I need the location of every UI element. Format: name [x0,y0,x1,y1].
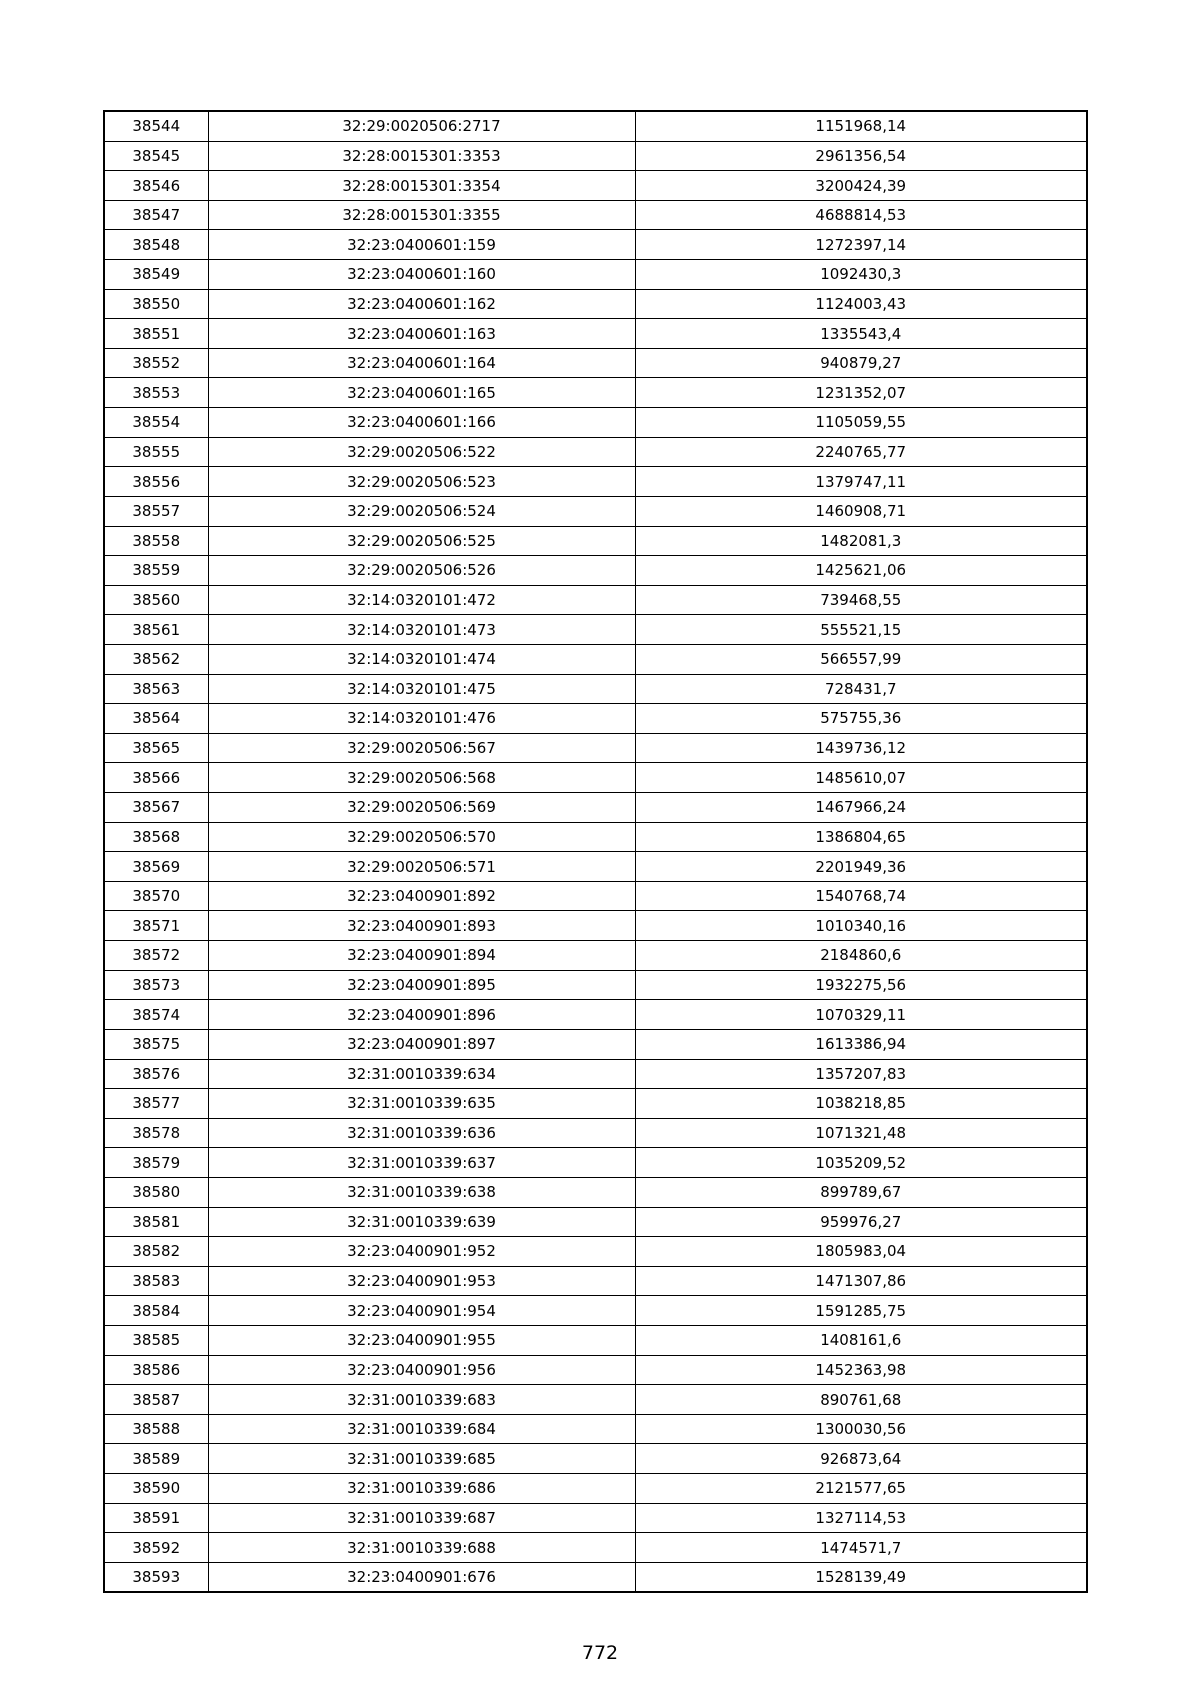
cadastral-value-cell: 890761,68 [635,1385,1087,1415]
row-number-cell: 38566 [104,763,208,793]
cadastral-number-cell: 32:23:0400901:892 [208,881,635,911]
cadastral-value-cell: 1357207,83 [635,1059,1087,1089]
table-row [104,1000,1087,1030]
table-row [104,822,1087,852]
table-row [104,1533,1087,1563]
cadastral-value-cell: 1482081,3 [635,526,1087,556]
cadastral-number-cell: 32:31:0010339:639 [208,1207,635,1237]
table-row [104,556,1087,586]
cadastral-value-cell: 2121577,65 [635,1474,1087,1504]
table-row [104,437,1087,467]
row-number-cell: 38577 [104,1089,208,1119]
cadastral-number-cell: 32:14:0320101:474 [208,644,635,674]
row-number-cell: 38578 [104,1118,208,1148]
table-row [104,615,1087,645]
cadastral-number-cell: 32:14:0320101:475 [208,674,635,704]
cadastral-number-cell: 32:29:0020506:570 [208,822,635,852]
row-number-cell: 38558 [104,526,208,556]
cadastral-value-cell: 1474571,7 [635,1533,1087,1563]
cadastral-number-cell: 32:14:0320101:472 [208,585,635,615]
cadastral-number-cell: 32:31:0010339:637 [208,1148,635,1178]
row-number-cell: 38580 [104,1177,208,1207]
row-number-cell: 38575 [104,1029,208,1059]
table-row [104,733,1087,763]
table-row [104,1296,1087,1326]
cadastral-value-cell: 575755,36 [635,704,1087,734]
cadastral-number-cell: 32:31:0010339:688 [208,1533,635,1563]
row-number-cell: 38593 [104,1562,208,1592]
table-row [104,1148,1087,1178]
table-row [104,1089,1087,1119]
cadastral-value-cell: 899789,67 [635,1177,1087,1207]
cadastral-number-cell: 32:29:0020506:2717 [208,111,635,141]
cadastral-number-cell: 32:23:0400601:160 [208,260,635,290]
page-number: 772 [581,1642,619,1664]
table-row [104,1177,1087,1207]
row-number-cell: 38588 [104,1414,208,1444]
cadastral-number-cell: 32:23:0400901:956 [208,1355,635,1385]
cadastral-value-cell: 739468,55 [635,585,1087,615]
table-row [104,1444,1087,1474]
cadastral-value-cell: 1071321,48 [635,1118,1087,1148]
row-number-cell: 38572 [104,941,208,971]
row-number-cell: 38560 [104,585,208,615]
cadastral-number-cell: 32:29:0020506:567 [208,733,635,763]
row-number-cell: 38570 [104,881,208,911]
table-row [104,941,1087,971]
cadastral-number-cell: 32:28:0015301:3353 [208,141,635,171]
cadastral-number-cell: 32:29:0020506:524 [208,496,635,526]
cadastral-number-cell: 32:23:0400901:955 [208,1325,635,1355]
cadastral-value-cell: 1379747,11 [635,467,1087,497]
cadastral-value-cell: 555521,15 [635,615,1087,645]
table-row [104,1562,1087,1592]
cadastral-number-cell: 32:31:0010339:686 [208,1474,635,1504]
cadastral-value-cell: 1540768,74 [635,881,1087,911]
row-number-cell: 38556 [104,467,208,497]
cadastral-value-cell: 1035209,52 [635,1148,1087,1178]
table-row [104,200,1087,230]
row-number-cell: 38569 [104,852,208,882]
cadastral-value-cell: 1408161,6 [635,1325,1087,1355]
cadastral-value-cell: 1010340,16 [635,911,1087,941]
cadastral-value-cell: 2961356,54 [635,141,1087,171]
table-row [104,911,1087,941]
row-number-cell: 38563 [104,674,208,704]
cadastral-number-cell: 32:31:0010339:685 [208,1444,635,1474]
cadastral-number-cell: 32:23:0400601:159 [208,230,635,260]
cadastral-value-cell: 1105059,55 [635,408,1087,438]
table-row [104,1414,1087,1444]
row-number-cell: 38554 [104,408,208,438]
cadastral-number-cell: 32:31:0010339:687 [208,1503,635,1533]
row-number-cell: 38591 [104,1503,208,1533]
row-number-cell: 38590 [104,1474,208,1504]
row-number-cell: 38562 [104,644,208,674]
cadastral-value-cell: 1805983,04 [635,1237,1087,1267]
row-number-cell: 38589 [104,1444,208,1474]
cadastral-number-cell: 32:23:0400601:166 [208,408,635,438]
cadastral-number-cell: 32:29:0020506:568 [208,763,635,793]
row-number-cell: 38573 [104,970,208,1000]
table-row [104,1503,1087,1533]
cadastral-number-cell: 32:23:0400601:164 [208,348,635,378]
cadastral-number-cell: 32:23:0400901:952 [208,1237,635,1267]
row-number-cell: 38571 [104,911,208,941]
row-number-cell: 38587 [104,1385,208,1415]
cadastral-value-cell: 1124003,43 [635,289,1087,319]
table-row [104,260,1087,290]
cadastral-value-cell: 1151968,14 [635,111,1087,141]
cadastral-number-cell: 32:23:0400601:163 [208,319,635,349]
row-number-cell: 38592 [104,1533,208,1563]
cadastral-number-cell: 32:31:0010339:634 [208,1059,635,1089]
cadastral-value-cell: 1070329,11 [635,1000,1087,1030]
cadastral-value-cell: 566557,99 [635,644,1087,674]
table-row [104,230,1087,260]
row-number-cell: 38561 [104,615,208,645]
row-number-cell: 38549 [104,260,208,290]
row-number-cell: 38545 [104,141,208,171]
cadastral-number-cell: 32:28:0015301:3354 [208,171,635,201]
cadastral-number-cell: 32:23:0400901:893 [208,911,635,941]
table-row [104,289,1087,319]
table-row [104,1059,1087,1089]
cadastral-number-cell: 32:14:0320101:476 [208,704,635,734]
cadastral-value-cell: 1591285,75 [635,1296,1087,1326]
row-number-cell: 38567 [104,793,208,823]
cadastral-value-cell: 959976,27 [635,1207,1087,1237]
cadastral-value-cell: 1467966,24 [635,793,1087,823]
row-number-cell: 38552 [104,348,208,378]
row-number-cell: 38565 [104,733,208,763]
cadastral-number-cell: 32:28:0015301:3355 [208,200,635,230]
row-number-cell: 38568 [104,822,208,852]
table-row [104,763,1087,793]
table-row [104,1029,1087,1059]
cadastral-value-cell: 1335543,4 [635,319,1087,349]
table-row [104,496,1087,526]
row-number-cell: 38574 [104,1000,208,1030]
cadastral-value-cell: 3200424,39 [635,171,1087,201]
row-number-cell: 38550 [104,289,208,319]
cadastral-number-cell: 32:29:0020506:569 [208,793,635,823]
table-row [104,141,1087,171]
cadastral-value-cell: 1300030,56 [635,1414,1087,1444]
row-number-cell: 38559 [104,556,208,586]
table-row [104,1355,1087,1385]
cadastral-value-cell: 1231352,07 [635,378,1087,408]
table-row [104,1325,1087,1355]
row-number-cell: 38546 [104,171,208,201]
cadastral-number-cell: 32:29:0020506:526 [208,556,635,586]
cadastral-value-cell: 926873,64 [635,1444,1087,1474]
cadastral-number-cell: 32:31:0010339:636 [208,1118,635,1148]
table-row [104,881,1087,911]
table-body [104,111,1087,1592]
cadastral-number-cell: 32:23:0400901:954 [208,1296,635,1326]
cadastral-value-cell: 1092430,3 [635,260,1087,290]
row-number-cell: 38557 [104,496,208,526]
table-row [104,793,1087,823]
row-number-cell: 38586 [104,1355,208,1385]
cadastral-value-cell: 1425621,06 [635,556,1087,586]
table-row [104,319,1087,349]
table-row [104,467,1087,497]
cadastral-value-cell: 2201949,36 [635,852,1087,882]
cadastral-number-cell: 32:14:0320101:473 [208,615,635,645]
cadastral-value-cell: 1327114,53 [635,1503,1087,1533]
table-row [104,1266,1087,1296]
table-row [104,1118,1087,1148]
cadastral-value-cell: 1386804,65 [635,822,1087,852]
cadastral-value-table [103,110,1088,1593]
cadastral-value-cell: 2240765,77 [635,437,1087,467]
row-number-cell: 38576 [104,1059,208,1089]
row-number-cell: 38583 [104,1266,208,1296]
table-row [104,1385,1087,1415]
row-number-cell: 38564 [104,704,208,734]
cadastral-number-cell: 32:31:0010339:684 [208,1414,635,1444]
cadastral-number-cell: 32:23:0400901:897 [208,1029,635,1059]
cadastral-value-cell: 1485610,07 [635,763,1087,793]
row-number-cell: 38551 [104,319,208,349]
cadastral-number-cell: 32:23:0400901:676 [208,1562,635,1592]
row-number-cell: 38582 [104,1237,208,1267]
cadastral-value-cell: 940879,27 [635,348,1087,378]
cadastral-number-cell: 32:31:0010339:638 [208,1177,635,1207]
table-row [104,348,1087,378]
table-row [104,1474,1087,1504]
cadastral-value-cell: 728431,7 [635,674,1087,704]
table-row [104,111,1087,141]
table-row [104,704,1087,734]
cadastral-value-cell: 1613386,94 [635,1029,1087,1059]
table-row [104,1237,1087,1267]
row-number-cell: 38584 [104,1296,208,1326]
table-row [104,408,1087,438]
cadastral-number-cell: 32:23:0400901:895 [208,970,635,1000]
table-row [104,970,1087,1000]
cadastral-value-cell: 1460908,71 [635,496,1087,526]
cadastral-value-cell: 1038218,85 [635,1089,1087,1119]
cadastral-value-cell: 1439736,12 [635,733,1087,763]
cadastral-value-cell: 1452363,98 [635,1355,1087,1385]
cadastral-number-cell: 32:29:0020506:522 [208,437,635,467]
table-row [104,585,1087,615]
cadastral-number-cell: 32:23:0400601:165 [208,378,635,408]
row-number-cell: 38585 [104,1325,208,1355]
cadastral-value-cell: 1528139,49 [635,1562,1087,1592]
row-number-cell: 38579 [104,1148,208,1178]
cadastral-number-cell: 32:31:0010339:683 [208,1385,635,1415]
table-row [104,378,1087,408]
cadastral-value-cell: 4688814,53 [635,200,1087,230]
cadastral-number-cell: 32:31:0010339:635 [208,1089,635,1119]
cadastral-number-cell: 32:29:0020506:571 [208,852,635,882]
row-number-cell: 38555 [104,437,208,467]
cadastral-value-cell: 1272397,14 [635,230,1087,260]
row-number-cell: 38544 [104,111,208,141]
cadastral-value-cell: 1471307,86 [635,1266,1087,1296]
cadastral-number-cell: 32:23:0400601:162 [208,289,635,319]
row-number-cell: 38547 [104,200,208,230]
cadastral-number-cell: 32:23:0400901:896 [208,1000,635,1030]
row-number-cell: 38553 [104,378,208,408]
cadastral-number-cell: 32:23:0400901:894 [208,941,635,971]
cadastral-number-cell: 32:29:0020506:523 [208,467,635,497]
cadastral-number-cell: 32:29:0020506:525 [208,526,635,556]
table-row [104,526,1087,556]
table-row [104,171,1087,201]
cadastral-value-cell: 2184860,6 [635,941,1087,971]
table-row [104,674,1087,704]
cadastral-number-cell: 32:23:0400901:953 [208,1266,635,1296]
table-row [104,852,1087,882]
table-row [104,644,1087,674]
table-row [104,1207,1087,1237]
row-number-cell: 38581 [104,1207,208,1237]
cadastral-value-cell: 1932275,56 [635,970,1087,1000]
row-number-cell: 38548 [104,230,208,260]
